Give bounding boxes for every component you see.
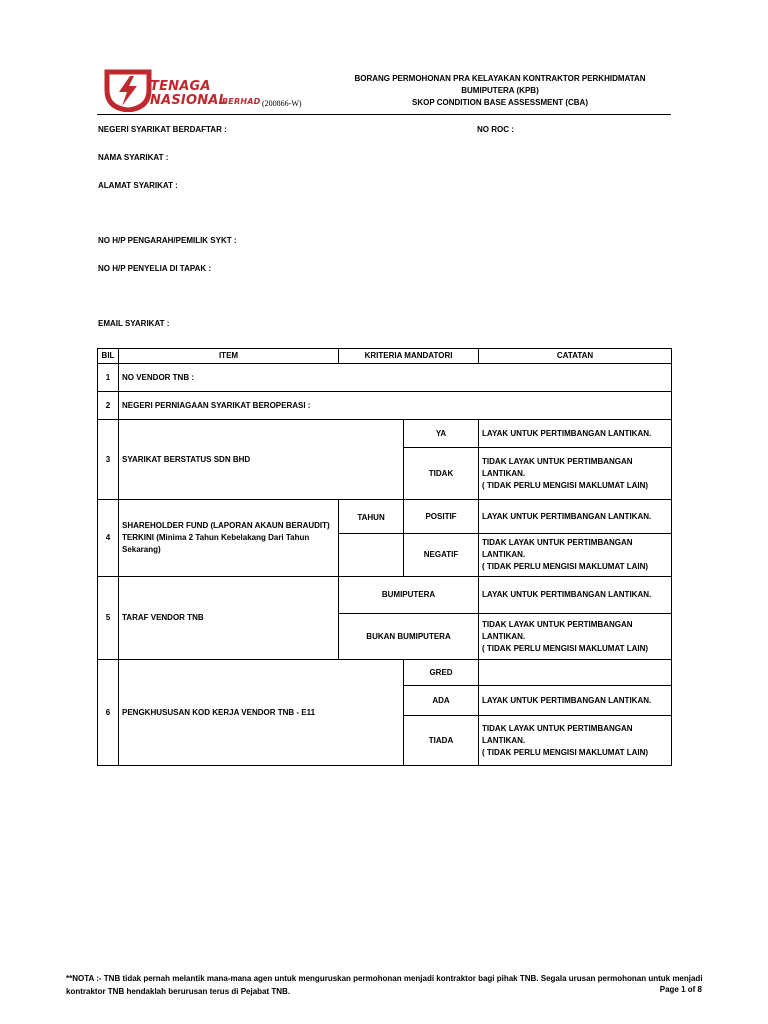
row6-note-tiada-sub: ( TIDAK PERLU MENGISI MAKLUMAT LAIN)	[482, 747, 649, 757]
criteria-table	[97, 348, 672, 766]
header-divider	[97, 114, 671, 115]
field-no-roc: NO ROC :	[477, 125, 514, 134]
field-email: EMAIL SYARIKAT :	[98, 319, 170, 328]
field-alamat: ALAMAT SYARIKAT :	[98, 181, 178, 190]
brand-line-1: TENAGA	[150, 79, 211, 94]
row6-note-tiada-text: TIDAK LAYAK UNTUK PERTIMBANGAN LANTIKAN.	[482, 723, 633, 745]
tnb-logo-icon	[103, 68, 153, 112]
row3-bil: 3	[98, 420, 119, 500]
row3-item: SYARIKAT BERSTATUS SDN BHD	[119, 420, 404, 500]
row6-note-tiada	[479, 716, 672, 766]
row4-option-negatif: NEGATIF	[404, 534, 479, 577]
row6-option-tiada: TIADA	[404, 716, 479, 766]
row3-note-tidak	[479, 448, 672, 500]
row6-note-gred	[479, 660, 672, 686]
row4-note-negatif-sub: ( TIDAK PERLU MENGISI MAKLUMAT LAIN)	[482, 562, 649, 571]
row2-item: NEGERI PERNIAGAAN SYARIKAT BEROPERASI :	[119, 392, 672, 420]
field-nama: NAMA SYARIKAT :	[98, 153, 169, 162]
footer-note: **NOTA :- TNB tidak pernah melantik mana-mana agen untuk menguruskan permohonan menjadi kontraktor bagi pihak TNB. Segala urusan permohonan untuk menjadi kontraktor TNB hendaklah berurusan terus di Pejabat TNB.	[66, 974, 703, 996]
row5-note-bumiputera: LAYAK UNTUK PERTIMBANGAN LANTIKAN.	[479, 577, 672, 614]
row4-note-positif: LAYAK UNTUK PERTIMBANGAN LANTIKAN.	[479, 500, 672, 534]
row1-item: NO VENDOR TNB :	[119, 364, 672, 392]
row6-bil: 6	[98, 660, 119, 766]
row3-option-ya: YA	[404, 420, 479, 448]
row4-note-negatif-text: TIDAK LAYAK UNTUK PERTIMBANGAN LANTIKAN.	[482, 538, 633, 559]
row6-note-ada: LAYAK UNTUK PERTIMBANGAN LANTIKAN.	[479, 686, 672, 716]
row4-tahun-value	[339, 534, 404, 577]
brand-line-2: NASIONAL	[150, 93, 228, 108]
form-title-line-3: SKOP CONDITION BASE ASSESSMENT (CBA)	[411, 98, 588, 107]
row3-note-tidak-text: TIDAK LAYAK UNTUK PERTIMBANGAN LANTIKAN.	[482, 456, 633, 478]
row6-item: PENGKHUSUSAN KOD KERJA VENDOR TNB - E11	[119, 660, 404, 766]
page-number: Page 1 of 8	[659, 985, 702, 994]
row2-bil: 2	[98, 392, 119, 420]
row4-item: SHAREHOLDER FUND (LAPORAN AKAUN BERAUDIT) TERKINI (Minima 2 Tahun Kebelakang Dari Tahun Sekarang)	[119, 500, 339, 577]
row4-note-negatif	[479, 534, 672, 577]
row5-note-bukan-text: TIDAK LAYAK UNTUK PERTIMBANGAN LANTIKAN.	[482, 619, 633, 641]
row4-tahun: TAHUN	[339, 500, 404, 534]
row1-bil: 1	[98, 364, 119, 392]
row4-bil: 4	[98, 500, 119, 577]
row5-item: TARAF VENDOR TNB	[119, 577, 339, 660]
row4-option-positif: POSITIF	[404, 500, 479, 534]
row3-note-ya: LAYAK UNTUK PERTIMBANGAN LANTIKAN.	[479, 420, 672, 448]
form-title-line-2: BUMIPUTERA (KPB)	[461, 86, 539, 95]
form-title-line-1: BORANG PERMOHONAN PRA KELAYAKAN KONTRAKTOR PERKHIDMATAN	[354, 74, 646, 83]
registration-number: (200866-W)	[262, 99, 302, 108]
header-catatan: CATATAN	[479, 349, 672, 364]
header-bil: BIL	[98, 349, 119, 364]
header-item: ITEM	[119, 349, 339, 364]
row3-note-tidak-sub: ( TIDAK PERLU MENGISI MAKLUMAT LAIN)	[482, 480, 649, 490]
row5-option-bukan-bumiputera: BUKAN BUMIPUTERA	[339, 614, 479, 660]
field-hp-pengarah: NO H/P PENGARAH/PEMILIK SYKT :	[98, 236, 237, 245]
brand-line-3: BERHAD	[222, 97, 261, 106]
field-hp-penyelia: NO H/P PENYELIA DI TAPAK :	[98, 264, 212, 273]
row6-option-gred: GRED	[404, 660, 479, 686]
field-negeri: NEGERI SYARIKAT BERDAFTAR :	[98, 125, 227, 134]
row5-bil: 5	[98, 577, 119, 660]
header-kriteria: KRITERIA MANDATORI	[339, 349, 479, 364]
row3-option-tidak: TIDAK	[404, 448, 479, 500]
row6-option-ada: ADA	[404, 686, 479, 716]
row5-option-bumiputera: BUMIPUTERA	[339, 577, 479, 614]
row5-note-bukan-bumiputera	[479, 614, 672, 660]
row5-note-bukan-sub: ( TIDAK PERLU MENGISI MAKLUMAT LAIN)	[482, 643, 649, 653]
